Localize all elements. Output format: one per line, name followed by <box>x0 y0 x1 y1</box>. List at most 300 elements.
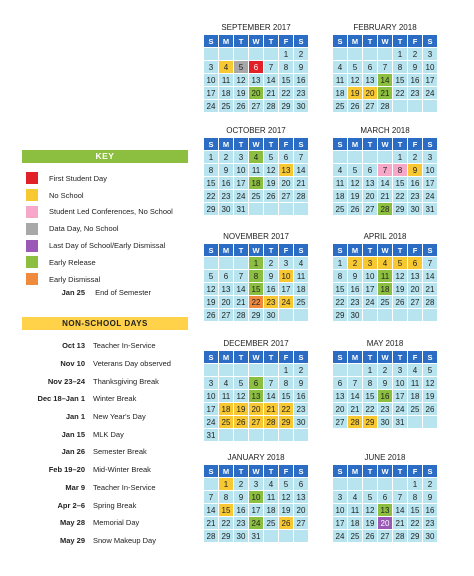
day-cell: 29 <box>393 203 408 216</box>
day-cell: 17 <box>234 177 249 190</box>
weekday-header: F <box>408 244 423 257</box>
day-cell: 15 <box>219 504 234 517</box>
day-cell <box>393 478 408 491</box>
day-cell: 20 <box>408 283 423 296</box>
day-cell: 7 <box>264 377 279 390</box>
key-swatch <box>26 223 38 235</box>
day-cell: 23 <box>294 403 309 416</box>
day-cell: 18 <box>249 177 264 190</box>
day-cell: 7 <box>264 61 279 74</box>
month-title: NOVEMBER 2017 <box>223 232 289 241</box>
day-cell: 3 <box>393 364 408 377</box>
day-cell: 24 <box>363 296 378 309</box>
day-cell: 24 <box>423 87 438 100</box>
weekday-header: T <box>363 465 378 478</box>
non-school-day-label: Veterans Day observed <box>93 359 171 369</box>
day-cell: 11 <box>333 74 348 87</box>
day-cell: 27 <box>363 100 378 113</box>
day-cell: 5 <box>234 377 249 390</box>
day-cell: 1 <box>204 151 219 164</box>
day-cell: 11 <box>348 504 363 517</box>
day-cell <box>408 309 423 322</box>
non-school-day-date: Mar 9 <box>65 482 85 492</box>
day-cell <box>264 530 279 543</box>
day-cell <box>249 203 264 216</box>
key-swatch <box>26 240 38 252</box>
day-cell: 27 <box>279 190 294 203</box>
day-cell: 2 <box>294 48 309 61</box>
day-cell: 27 <box>408 296 423 309</box>
day-cell: 5 <box>279 478 294 491</box>
key-label: No School <box>49 190 84 200</box>
day-cell: 12 <box>348 177 363 190</box>
day-cell <box>249 429 264 442</box>
weekday-header: T <box>363 138 378 151</box>
day-cell <box>264 364 279 377</box>
day-cell: 12 <box>423 377 438 390</box>
day-cell: 8 <box>279 377 294 390</box>
day-cell: 8 <box>393 164 408 177</box>
month-table <box>332 34 438 113</box>
day-cell <box>378 478 393 491</box>
weekday-header: M <box>348 35 363 48</box>
day-cell: 12 <box>393 270 408 283</box>
weekday-header: T <box>393 465 408 478</box>
day-cell: 7 <box>204 491 219 504</box>
non-school-day-date: Feb 19–20 <box>48 465 85 475</box>
day-cell: 5 <box>423 364 438 377</box>
key-swatch <box>26 189 38 201</box>
day-cell: 22 <box>279 403 294 416</box>
day-cell: 3 <box>363 257 378 270</box>
day-cell: 1 <box>249 257 264 270</box>
day-cell: 20 <box>219 296 234 309</box>
end-of-semester-date: Jan 25 <box>61 288 85 297</box>
day-cell: 30 <box>219 203 234 216</box>
day-cell <box>204 364 219 377</box>
day-cell: 7 <box>393 491 408 504</box>
day-cell: 30 <box>408 203 423 216</box>
day-cell: 13 <box>219 283 234 296</box>
day-cell: 26 <box>234 100 249 113</box>
non-school-day-item <box>22 514 171 532</box>
weekday-header: M <box>219 244 234 257</box>
day-cell: 20 <box>249 87 264 100</box>
day-cell: 2 <box>234 478 249 491</box>
day-cell <box>294 309 309 322</box>
day-cell: 29 <box>279 100 294 113</box>
day-cell: 7 <box>423 257 438 270</box>
weekday-header: S <box>333 35 348 48</box>
day-cell: 20 <box>249 403 264 416</box>
day-cell: 25 <box>378 296 393 309</box>
day-cell <box>279 309 294 322</box>
day-cell: 18 <box>219 87 234 100</box>
day-cell: 19 <box>348 87 363 100</box>
day-cell: 8 <box>249 270 264 283</box>
day-cell: 28 <box>378 203 393 216</box>
month-title: APRIL 2018 <box>363 232 407 241</box>
day-cell <box>408 416 423 429</box>
day-cell: 5 <box>234 61 249 74</box>
day-cell: 23 <box>294 87 309 100</box>
day-cell: 28 <box>378 100 393 113</box>
day-cell: 28 <box>393 530 408 543</box>
day-cell: 10 <box>279 270 294 283</box>
day-cell <box>234 429 249 442</box>
day-cell: 22 <box>408 517 423 530</box>
day-cell: 26 <box>393 296 408 309</box>
day-cell: 1 <box>219 478 234 491</box>
key-label: Early Release <box>49 257 96 267</box>
day-cell: 16 <box>408 177 423 190</box>
day-cell: 20 <box>378 517 393 530</box>
day-cell: 30 <box>294 100 309 113</box>
non-school-day-label: Mid-Winter Break <box>93 465 151 475</box>
day-cell: 30 <box>294 416 309 429</box>
weekday-header: W <box>378 465 393 478</box>
day-cell: 14 <box>348 390 363 403</box>
day-cell: 12 <box>264 164 279 177</box>
month-table <box>332 137 438 216</box>
day-cell: 11 <box>219 74 234 87</box>
weekday-header: F <box>279 351 294 364</box>
day-cell: 8 <box>393 61 408 74</box>
day-cell <box>264 429 279 442</box>
day-cell: 15 <box>393 177 408 190</box>
day-cell: 2 <box>378 364 393 377</box>
month-calendar <box>203 22 309 113</box>
day-cell: 26 <box>423 403 438 416</box>
day-cell: 6 <box>249 377 264 390</box>
day-cell: 8 <box>219 491 234 504</box>
day-cell: 18 <box>219 403 234 416</box>
day-cell <box>363 48 378 61</box>
day-cell: 15 <box>279 390 294 403</box>
weekday-header: F <box>279 465 294 478</box>
day-cell: 5 <box>363 491 378 504</box>
day-cell: 25 <box>333 100 348 113</box>
day-cell: 27 <box>333 416 348 429</box>
non-school-days-header: NON-SCHOOL DAYS <box>22 317 188 330</box>
weekday-header: T <box>393 35 408 48</box>
day-cell <box>279 429 294 442</box>
day-cell: 20 <box>363 87 378 100</box>
day-cell: 18 <box>348 517 363 530</box>
day-cell: 4 <box>333 61 348 74</box>
day-cell: 26 <box>204 309 219 322</box>
weekday-header: M <box>348 138 363 151</box>
day-cell: 4 <box>408 364 423 377</box>
month-title: OCTOBER 2017 <box>226 126 286 135</box>
key-item <box>26 271 196 288</box>
day-cell: 9 <box>234 491 249 504</box>
day-cell: 1 <box>363 364 378 377</box>
weekday-header: S <box>333 138 348 151</box>
day-cell: 6 <box>378 491 393 504</box>
month-title: MARCH 2018 <box>360 126 410 135</box>
day-cell: 10 <box>423 61 438 74</box>
day-cell: 6 <box>333 377 348 390</box>
non-school-day-label: Memorial Day <box>93 518 140 528</box>
day-cell: 14 <box>264 390 279 403</box>
day-cell: 4 <box>264 478 279 491</box>
day-cell: 14 <box>294 164 309 177</box>
day-cell: 14 <box>393 504 408 517</box>
weekday-header: M <box>348 351 363 364</box>
day-cell: 29 <box>249 309 264 322</box>
day-cell: 27 <box>363 203 378 216</box>
day-cell: 14 <box>378 74 393 87</box>
day-cell: 25 <box>264 517 279 530</box>
day-cell: 12 <box>234 390 249 403</box>
weekday-header: W <box>249 351 264 364</box>
day-cell: 21 <box>378 87 393 100</box>
day-cell: 25 <box>219 100 234 113</box>
day-cell: 9 <box>264 270 279 283</box>
month-table <box>203 350 309 442</box>
day-cell: 13 <box>363 177 378 190</box>
day-cell: 3 <box>204 61 219 74</box>
month-title: MAY 2018 <box>366 339 404 348</box>
day-cell: 31 <box>204 429 219 442</box>
day-cell <box>294 203 309 216</box>
non-school-day-date: Jan 15 <box>61 429 85 439</box>
day-cell: 13 <box>363 74 378 87</box>
non-school-day-item <box>22 425 171 443</box>
day-cell: 13 <box>378 504 393 517</box>
day-cell: 3 <box>249 478 264 491</box>
day-cell: 16 <box>423 504 438 517</box>
day-cell: 15 <box>393 74 408 87</box>
day-cell: 4 <box>249 151 264 164</box>
day-cell: 20 <box>333 403 348 416</box>
month-table <box>332 350 438 429</box>
month-calendar <box>203 125 309 216</box>
day-cell: 23 <box>423 517 438 530</box>
month-calendar <box>332 22 438 113</box>
day-cell: 2 <box>408 151 423 164</box>
day-cell <box>219 429 234 442</box>
day-cell: 15 <box>333 283 348 296</box>
day-cell: 26 <box>264 190 279 203</box>
day-cell: 27 <box>219 309 234 322</box>
weekday-header: T <box>234 138 249 151</box>
day-cell: 17 <box>363 283 378 296</box>
day-cell <box>219 364 234 377</box>
weekday-header: S <box>204 465 219 478</box>
day-cell: 1 <box>333 257 348 270</box>
day-cell: 20 <box>294 504 309 517</box>
day-cell: 17 <box>423 177 438 190</box>
weekday-header: F <box>408 351 423 364</box>
day-cell: 10 <box>234 164 249 177</box>
month-title: JUNE 2018 <box>364 453 406 462</box>
day-cell: 8 <box>363 377 378 390</box>
day-cell <box>204 48 219 61</box>
day-cell: 1 <box>279 48 294 61</box>
day-cell <box>234 48 249 61</box>
weekday-header: S <box>333 244 348 257</box>
day-cell: 5 <box>264 151 279 164</box>
day-cell: 6 <box>294 478 309 491</box>
day-cell: 10 <box>393 377 408 390</box>
day-cell: 27 <box>249 416 264 429</box>
day-cell: 12 <box>363 504 378 517</box>
day-cell: 29 <box>204 203 219 216</box>
day-cell: 9 <box>294 377 309 390</box>
day-cell: 22 <box>363 403 378 416</box>
day-cell: 6 <box>249 61 264 74</box>
non-school-day-item <box>22 461 171 479</box>
key-label: Student Led Conferences, No School <box>49 207 173 217</box>
day-cell: 15 <box>408 504 423 517</box>
day-cell: 28 <box>264 100 279 113</box>
day-cell: 8 <box>204 164 219 177</box>
day-cell: 4 <box>294 257 309 270</box>
weekday-header: F <box>408 35 423 48</box>
day-cell: 30 <box>348 309 363 322</box>
weekday-header: W <box>378 244 393 257</box>
day-cell: 28 <box>294 190 309 203</box>
day-cell: 21 <box>234 296 249 309</box>
day-cell <box>378 48 393 61</box>
weekday-header: S <box>333 465 348 478</box>
weekday-header: T <box>393 351 408 364</box>
day-cell: 25 <box>219 416 234 429</box>
key-label: Last Day of School/Early Dismissal <box>49 241 166 251</box>
weekday-header: S <box>423 244 438 257</box>
day-cell: 2 <box>264 257 279 270</box>
day-cell: 10 <box>204 390 219 403</box>
day-cell: 17 <box>279 283 294 296</box>
day-cell: 24 <box>279 296 294 309</box>
key-swatch <box>26 273 38 285</box>
day-cell: 15 <box>279 74 294 87</box>
day-cell <box>249 48 264 61</box>
day-cell: 30 <box>423 530 438 543</box>
day-cell: 20 <box>363 190 378 203</box>
day-cell: 22 <box>393 87 408 100</box>
day-cell <box>333 48 348 61</box>
non-school-day-item <box>22 355 171 373</box>
non-school-day-date: Nov 23–24 <box>47 376 85 386</box>
day-cell: 28 <box>234 309 249 322</box>
day-cell <box>279 530 294 543</box>
non-school-day-date: Dec 18–Jan 1 <box>37 394 85 404</box>
day-cell: 9 <box>348 270 363 283</box>
month-title: DECEMBER 2017 <box>223 339 289 348</box>
day-cell: 25 <box>333 203 348 216</box>
weekday-header: W <box>249 35 264 48</box>
day-cell: 7 <box>348 377 363 390</box>
weekday-header: T <box>234 244 249 257</box>
non-school-day-date: May 29 <box>59 535 85 545</box>
day-cell: 17 <box>393 390 408 403</box>
day-cell <box>393 309 408 322</box>
day-cell <box>294 429 309 442</box>
day-cell: 21 <box>294 177 309 190</box>
month-calendar <box>332 231 438 322</box>
weekday-header: M <box>348 244 363 257</box>
day-cell: 21 <box>378 190 393 203</box>
weekday-header: F <box>408 138 423 151</box>
day-cell: 26 <box>363 530 378 543</box>
day-cell: 18 <box>408 390 423 403</box>
day-cell: 2 <box>423 478 438 491</box>
day-cell: 2 <box>348 257 363 270</box>
day-cell: 14 <box>234 283 249 296</box>
key-item <box>26 187 196 204</box>
weekday-header: F <box>279 138 294 151</box>
non-school-day-item <box>22 532 171 550</box>
day-cell: 31 <box>423 203 438 216</box>
day-cell: 18 <box>294 283 309 296</box>
non-school-day-item <box>22 337 171 355</box>
key-label: Early Dismissal <box>49 274 101 284</box>
day-cell: 22 <box>249 296 264 309</box>
day-cell: 29 <box>333 309 348 322</box>
day-cell: 26 <box>348 203 363 216</box>
weekday-header: T <box>264 351 279 364</box>
day-cell <box>378 151 393 164</box>
day-cell: 4 <box>219 377 234 390</box>
day-cell: 6 <box>408 257 423 270</box>
month-calendar <box>203 452 309 543</box>
weekday-header: S <box>204 35 219 48</box>
day-cell: 13 <box>279 164 294 177</box>
day-cell <box>204 257 219 270</box>
non-school-day-label: Snow Makeup Day <box>93 535 156 545</box>
day-cell: 9 <box>408 61 423 74</box>
day-cell: 16 <box>378 390 393 403</box>
day-cell: 9 <box>423 491 438 504</box>
day-cell: 16 <box>219 177 234 190</box>
day-cell: 18 <box>264 504 279 517</box>
day-cell: 29 <box>363 416 378 429</box>
non-school-day-item <box>22 496 171 514</box>
weekday-header: T <box>234 465 249 478</box>
day-cell: 23 <box>234 517 249 530</box>
day-cell: 19 <box>279 504 294 517</box>
month-calendar <box>332 452 438 543</box>
month-table <box>203 243 309 322</box>
non-school-day-item <box>22 372 171 390</box>
day-cell: 25 <box>294 296 309 309</box>
weekday-header: M <box>219 465 234 478</box>
day-cell: 29 <box>279 416 294 429</box>
day-cell: 6 <box>363 61 378 74</box>
day-cell: 13 <box>249 390 264 403</box>
day-cell: 7 <box>234 270 249 283</box>
day-cell: 23 <box>348 296 363 309</box>
day-cell <box>264 48 279 61</box>
day-cell: 19 <box>348 190 363 203</box>
day-cell: 19 <box>264 177 279 190</box>
non-school-day-label: Spring Break <box>93 500 137 510</box>
end-of-semester <box>22 288 151 297</box>
day-cell <box>423 100 438 113</box>
non-school-day-label: Teacher In-Service <box>93 341 156 351</box>
day-cell: 8 <box>279 61 294 74</box>
day-cell: 4 <box>333 164 348 177</box>
day-cell: 2 <box>219 151 234 164</box>
day-cell: 18 <box>333 190 348 203</box>
day-cell: 11 <box>219 390 234 403</box>
day-cell: 19 <box>423 390 438 403</box>
weekday-header: T <box>234 351 249 364</box>
day-cell: 26 <box>279 517 294 530</box>
